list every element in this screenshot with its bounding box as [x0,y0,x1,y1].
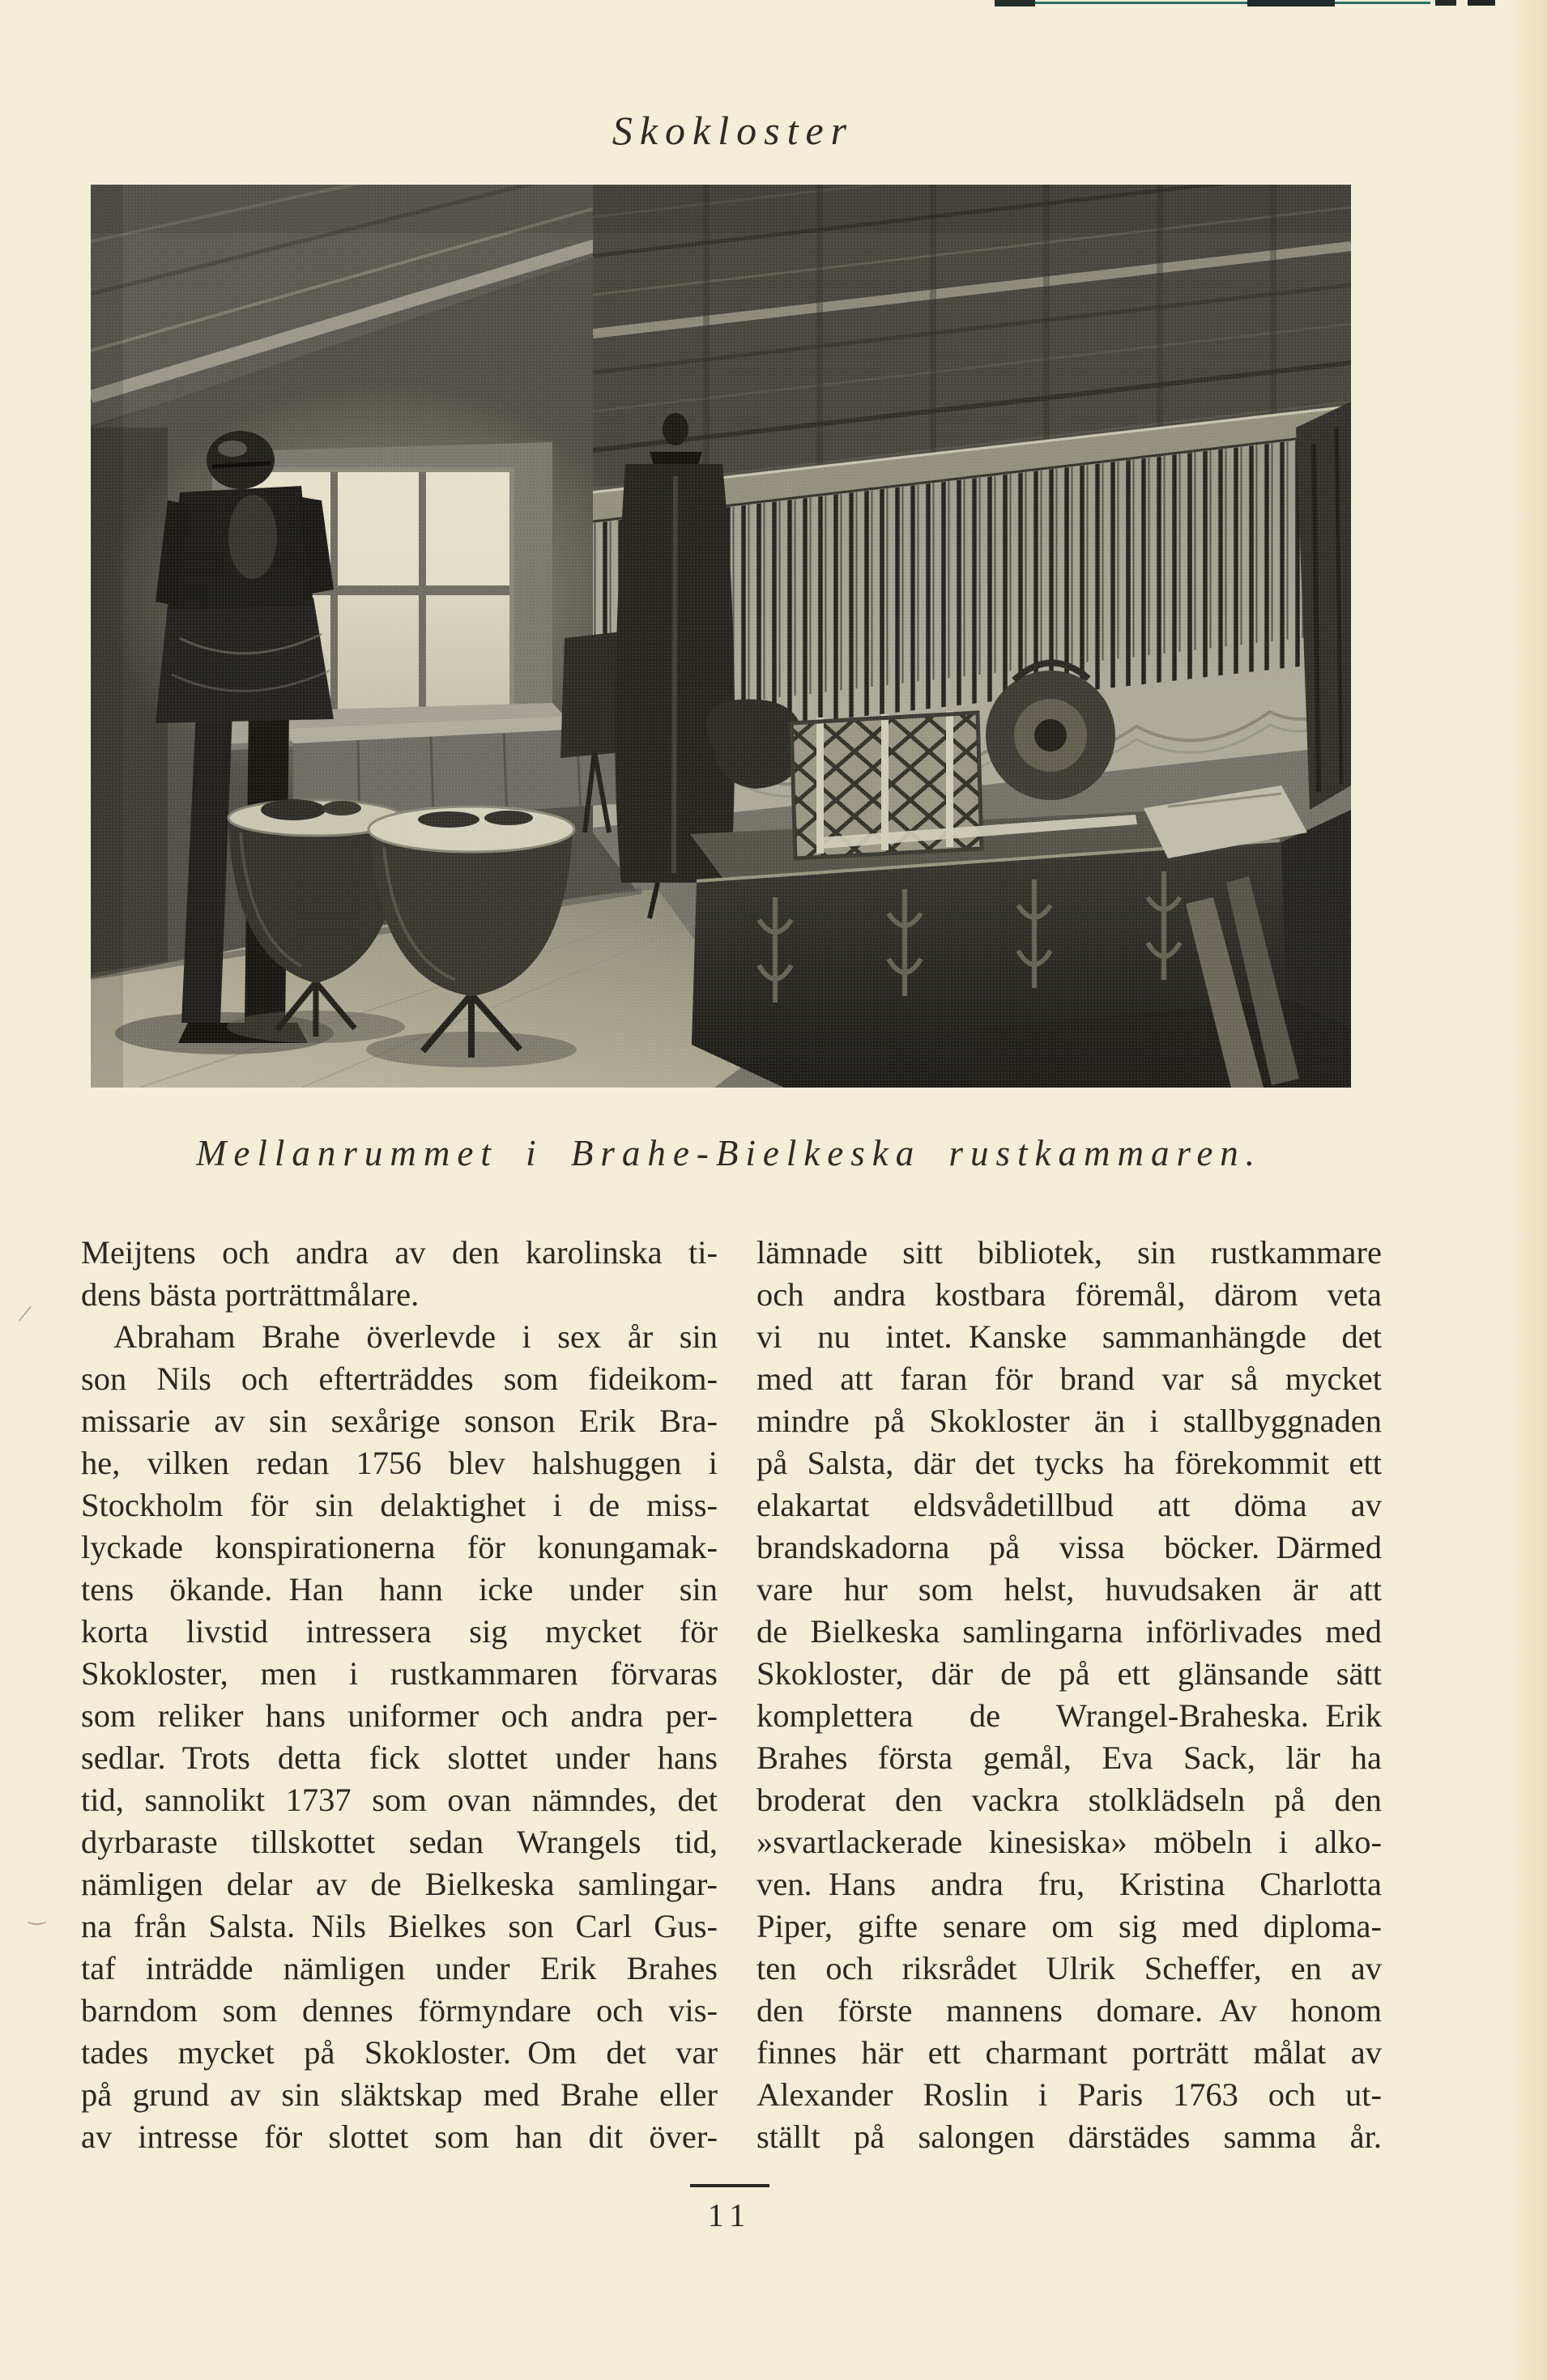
text-line: mindre på Skokloster än i stallbyggnaden [756,1403,1382,1439]
text-line: på grund av sin släktskap med Brahe eller [81,2076,718,2113]
running-title: Skokloster [612,108,854,153]
text-line: som reliker hans uniformer och andra per- [81,1697,718,1734]
halftone-overlay [91,185,1351,1088]
text-line: tades mycket på Skokloster. Om det var [81,2034,718,2071]
text-line: vi nu intet. Kanske sammanhängde det [756,1318,1382,1355]
right-text-column [756,1232,1382,2158]
page-edge-artifact [1247,0,1335,6]
text-line: tid, sannolikt 1737 som ovan nämndes, det [81,1782,718,1818]
text-line: korta livstid intressera sig mycket för [81,1613,718,1650]
vignette-left [91,185,123,1088]
text-line: taf inträdde nämligen under Erik Brahes [81,1950,718,1986]
text-line: Skokloster, där de på ett glänsande sätt [756,1655,1382,1692]
left-text-column [81,1232,718,2158]
text-line: finnes här ett charmant porträtt målat av [756,2034,1382,2071]
pencil-mark: ‿ [29,1901,46,1925]
text-line: på Salsta, där det tycks ha förekommit ett [756,1445,1382,1481]
text-line: dyrbaraste tillskottet sedan Wrangels tid, [81,1824,718,1860]
text-line: lämnade sitt bibliotek, sin rustkammare [756,1234,1382,1271]
text-line: elakartat eldsvådetillbud att döma av [756,1487,1382,1523]
pencil-mark: / [18,1300,31,1328]
page-number-rule [690,2184,769,2187]
page-edge-artifact [1435,0,1456,6]
text-line: Piper, gifte senare om sig med diploma- [756,1908,1382,1944]
text-line: na från Salsta. Nils Bielkes son Carl Gus- [81,1908,718,1944]
text-line: de Bielkeska samlingarna införlivades med [756,1613,1382,1650]
text-line: tens ökande. Han hann icke under sin [81,1571,718,1607]
text-line: komplettera de Wrangel-Braheska. Erik [756,1697,1382,1734]
text-line: Meijtens och andra av den karolinska ti- [81,1234,718,1271]
page-edge-shading [1508,0,1547,2380]
text-line: lyckade konspirationerna för konungamak- [81,1529,718,1565]
text-line: ställt på salongen därstädes samma år. [756,2118,1382,2155]
text-line: och andra kostbara föremål, därom veta [756,1276,1382,1313]
page-edge-artifact [1035,2,1247,4]
text-line: vare hur som helst, huvudsaken är att [756,1571,1382,1607]
text-line: av intresse för slottet som han dit över- [81,2118,718,2155]
text-line: dens bästa porträttmålare. [81,1276,420,1313]
page-edge-artifact [1335,2,1430,4]
text-line: »svartlackerade kinesiska» möbeln i alko- [756,1824,1382,1860]
text-line: barndom som dennes förmyndare och vis- [81,1992,718,2029]
page-edge-artifact [995,0,1035,6]
text-line: missarie av sin sexårige sonson Erik Bra- [81,1403,718,1439]
text-line: den förste mannens domare. Av honom [756,1992,1382,2029]
figure-caption: Mellanrummet i Brahe-Bielkeska rustkammaren. [195,1133,1263,1173]
text-line: Abraham Brahe överlevde i sex år sin [113,1318,718,1355]
page-number: 11 [707,2197,752,2233]
text-line: he, vilken redan 1756 blev halshuggen i [81,1445,718,1481]
text-line: Skokloster, men i rustkammaren förvaras [81,1655,718,1692]
text-line: Stockholm för sin delaktighet i de miss- [81,1487,718,1523]
text-line: sedlar. Trots detta fick slottet under hans [81,1739,718,1776]
vignette-top [91,185,1351,233]
text-line: nämligen delar av de Bielkeska samlingar- [81,1866,718,1902]
armory-photograph [91,185,1351,1088]
page-edge-artifact [1468,0,1495,6]
text-line: Alexander Roslin i Paris 1763 och ut- [756,2076,1382,2113]
text-line: son Nils och efterträddes som fideikom- [81,1360,718,1397]
text-line: broderat den vackra stolklädseln på den [756,1782,1382,1818]
text-line: med att faran för brand var så mycket [756,1360,1382,1397]
armory-photo-illustration [91,185,1351,1088]
text-line: ten och riksrådet Ulrik Scheffer, en av [756,1950,1382,1986]
text-line: Brahes första gemål, Eva Sack, lär ha [756,1739,1382,1776]
text-line: ven. Hans andra fru, Kristina Charlotta [756,1866,1382,1902]
text-line: brandskadorna på vissa böcker. Därmed [756,1529,1382,1565]
